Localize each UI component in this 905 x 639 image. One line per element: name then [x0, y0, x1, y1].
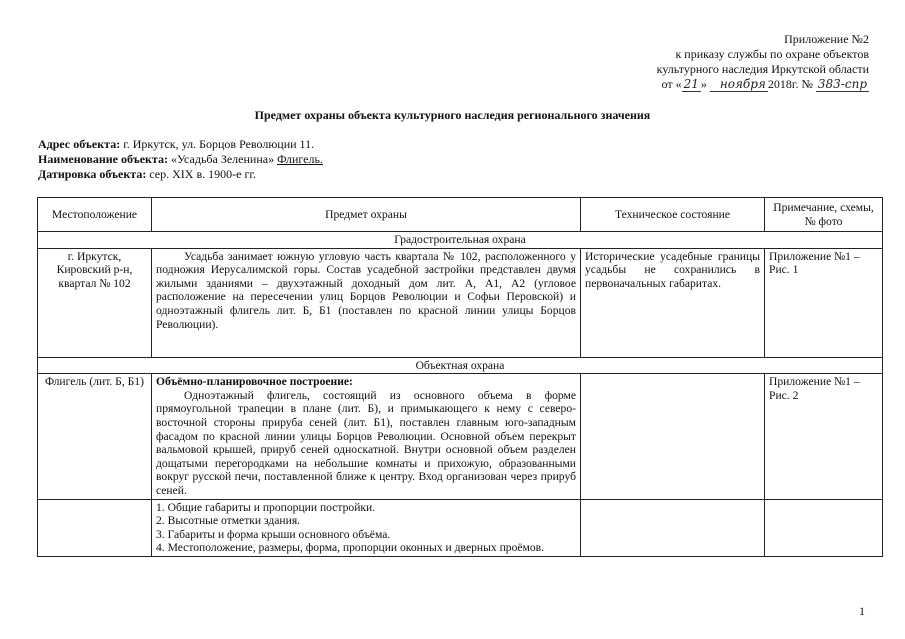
header-subject: Предмет охраны [152, 198, 581, 232]
protection-table [37, 197, 883, 557]
name-line [38, 152, 323, 167]
row3-location [38, 499, 152, 556]
list-item: 1. Общие габариты и пропорции постройки. [156, 500, 376, 514]
row2-subject-text: Одноэтажный флигель, состоящий из основного объема в форме прямоугольной трапеции в плане (лит. Б), и примыкающего к нему с северо-восточной стороны прируба сеней (лит. Б1), поставлен главным юго-западным фасадом по красной линии улицы Борцов Революции. Основной объем перекрыт вальмовой крышей, прируб сеней односкатной. Внутри основной объем разделен дощатыми перегородками на небольшие комнаты и прихожую, образованными вокруг русской печи, поставленной ближе к центру. Вход организован через прируб сеней. [156, 388, 576, 497]
section-urban-label: Градостроительная охрана [38, 232, 883, 249]
row3-note [765, 499, 883, 556]
date-value: сер. XIX в. 1900-е гг. [146, 167, 256, 181]
name-underlined: Флигель. [277, 152, 323, 166]
row3-condition [581, 499, 765, 556]
name-label: Наименование объекта: [38, 152, 168, 166]
table-row [38, 374, 883, 499]
row2-condition [581, 374, 765, 499]
handwritten-day: 21 [683, 77, 699, 91]
header-condition: Техническое состояние [581, 198, 765, 232]
handwritten-month: ноября [710, 78, 768, 92]
header-note: Примечание, схемы, № фото [765, 198, 883, 232]
section-object-label: Объектная охрана [38, 357, 883, 374]
appendix-line-3: культурного наследия Иркутской области [656, 62, 869, 76]
row2-note: Приложение №1 – Рис. 2 [765, 374, 883, 499]
document-title: Предмет охраны объекта культурного наследия регионального значения [254, 108, 651, 122]
row2-location: Флигель (лит. Б, Б1) [38, 374, 152, 499]
list-item: 2. Высотные отметки здания. [156, 514, 301, 528]
address-value: г. Иркутск, ул. Борцов Революции 11. [120, 137, 315, 151]
appendix-line-1: Приложение №2 [784, 32, 869, 46]
row1-location: г. Иркутск, Кировский р-н, квартал № 102 [38, 248, 152, 357]
handwritten-number: 383-спр [817, 77, 867, 91]
date-label: Датировка объекта: [38, 167, 147, 181]
appendix-date-line [657, 77, 869, 92]
table-row [38, 499, 883, 556]
table-row [38, 248, 883, 357]
list-item: 4. Местоположение, размеры, форма, пропорции оконных и дверных проёмов. [156, 541, 545, 555]
address-line [38, 137, 323, 152]
row2-subject-cell [152, 374, 581, 499]
section-urban [38, 232, 883, 249]
row2-subject-heading: Объёмно-планировочное построение: [156, 375, 353, 389]
name-value: «Усадьба Зеленина» [167, 152, 278, 166]
date-mid: » [700, 77, 707, 91]
date-line [38, 167, 323, 182]
row1-condition: Исторические усадебные границы усадьбы не сохранились в первоначальных габаритах. [581, 248, 765, 357]
appendix-block [657, 32, 869, 92]
table-header-row [38, 198, 883, 232]
date-prefix: от « [661, 77, 682, 91]
row1-note: Приложение №1 – Рис. 1 [765, 248, 883, 357]
appendix-line-2: к приказу службы по охране объектов [675, 47, 869, 61]
row3-list [152, 499, 581, 556]
page-number: 1 [859, 604, 865, 618]
list-item: 3. Габариты и форма крыши основного объёма. [156, 527, 391, 541]
row1-subject: Усадьба занимает южную угловую часть квартала № 102, расположенного у подножия Иерусалимской горы. Состав усадебной застройки представлен двумя жилыми зданиями – двухэтажный доходный дом лит. А, А1, А2 (угловое расположение на пересечении улиц Борцов Революции и Софьи Перовской) и одноэтажный флигель лит. Б, Б1 (поставлен по красной линии улицы Борцов Революции). [152, 248, 581, 357]
address-label: Адрес объекта: [38, 137, 121, 151]
date-year: 2018г. № [767, 77, 813, 91]
object-meta [38, 137, 323, 182]
section-object [38, 357, 883, 374]
header-location: Местоположение [38, 198, 152, 232]
